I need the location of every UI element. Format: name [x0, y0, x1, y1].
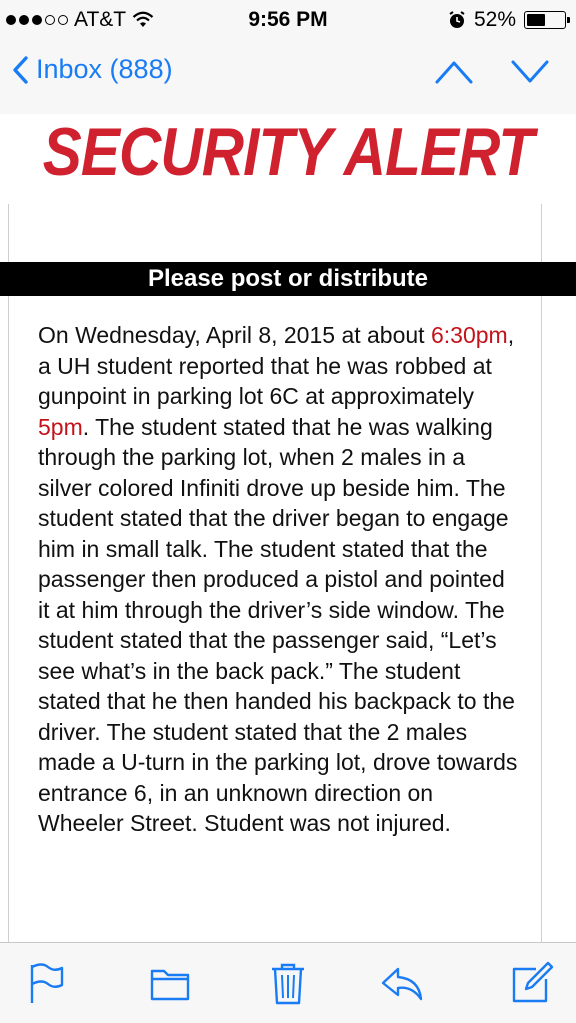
message-navigation — [434, 58, 550, 86]
incident-time: 5pm — [38, 413, 83, 440]
chevron-left-icon — [12, 56, 28, 84]
body-part-3: . The student stated that he was walking through the parking lot, when 2 males in a silver colored Infiniti drove up beside him. The student stated that the driver began to engage him in small talk. The student stated that the passenger then produced a pistol and pointed it at him through the driver’s side window. The student stated that the passenger said, “Let’s see what’s in the back pack.” The student stated that he then handed his backpack to the driver. The student stated that the 2 males made a U-turn in the parking lot, drove towards entrance 6, in an unknown direction on Wheeler Street. Student was not injured. — [38, 413, 518, 836]
battery-icon — [524, 11, 566, 29]
mail-nav-bar — [0, 38, 576, 114]
carrier-label: AT&T — [74, 8, 127, 31]
email-body[interactable] — [0, 114, 576, 942]
previous-message-chevron-up-icon[interactable] — [434, 58, 474, 86]
body-part-2: , a UH student reported that he was robbed at gunpoint in parking lot 6C at approximately — [38, 322, 515, 409]
battery-fill — [527, 14, 545, 26]
trash-icon[interactable] — [266, 961, 310, 1005]
security-alert-banner: SECURITY ALERT — [42, 114, 534, 190]
status-right — [448, 8, 566, 32]
alert-body-text — [38, 320, 518, 839]
flag-icon[interactable] — [24, 961, 68, 1005]
body-part-1: On Wednesday, April 8, 2015 at about — [38, 322, 431, 348]
reply-icon[interactable] — [380, 961, 424, 1005]
post-or-distribute-bar: Please post or distribute — [0, 262, 576, 296]
back-button-label: Inbox (888) — [36, 54, 173, 84]
status-bar — [0, 0, 576, 38]
battery-percent: 52% — [473, 8, 516, 31]
next-message-chevron-down-icon[interactable] — [510, 58, 550, 86]
report-time: 6:30pm — [430, 322, 508, 348]
mail-toolbar — [0, 942, 576, 1023]
alarm-clock-icon — [448, 11, 466, 29]
status-time: 9:56 PM — [248, 8, 328, 31]
folder-icon[interactable] — [148, 961, 192, 1005]
back-to-inbox-button[interactable] — [12, 54, 173, 85]
compose-icon[interactable] — [510, 961, 554, 1005]
